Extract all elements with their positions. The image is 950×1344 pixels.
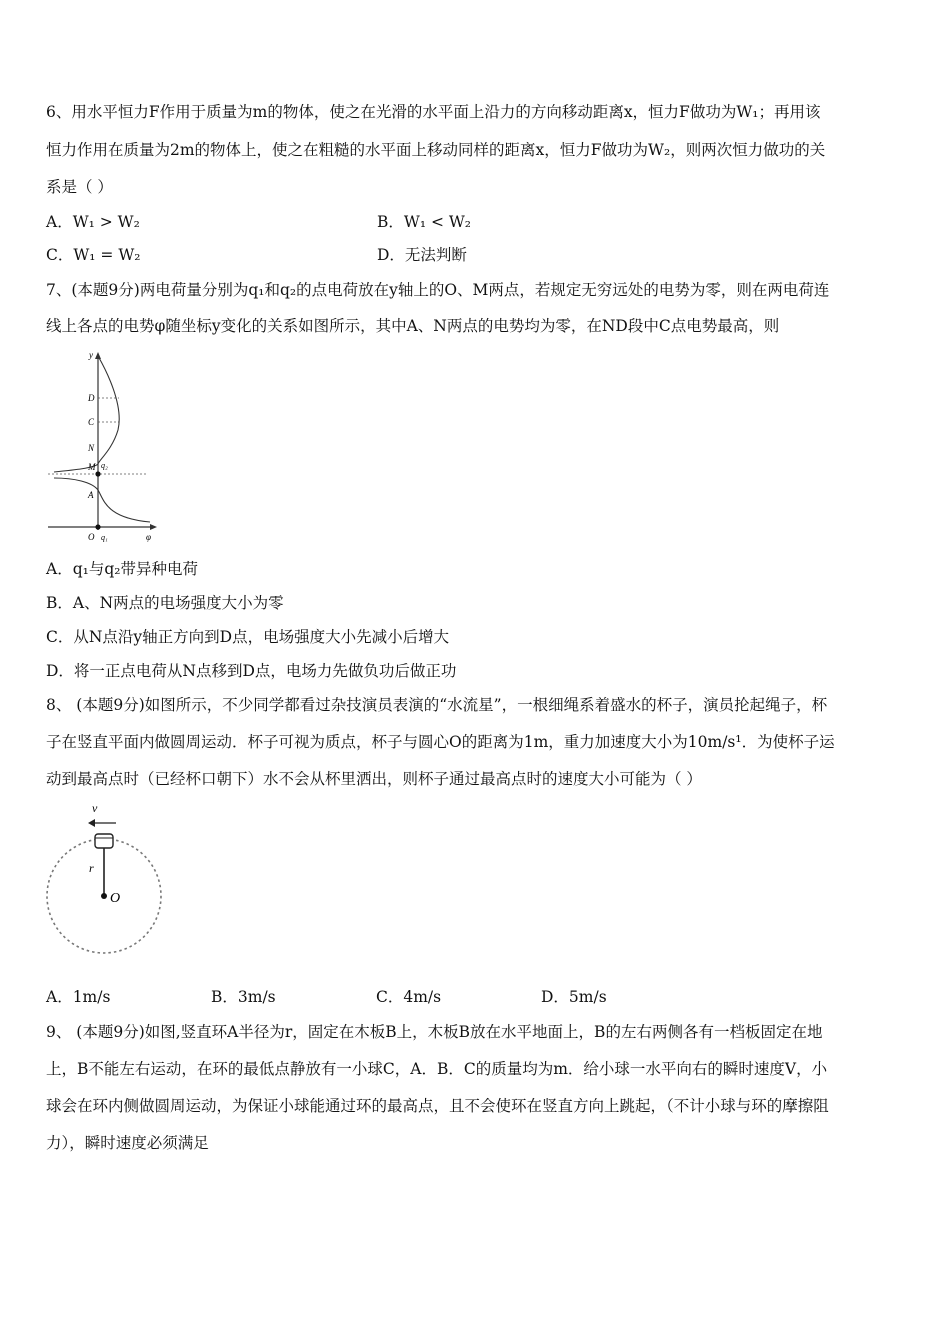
o-point [95, 524, 100, 529]
q8-option-b: B．3m/s [211, 988, 276, 1006]
q9-line-3: 球会在环内侧做圆周运动，为保证小球能通过环的最高点，且不会使环在竖直方向上跳起，（不计小球与环的摩擦阻 [46, 1097, 829, 1115]
q7-option-a: A．q₁与q₂带异种电荷 [46, 560, 198, 578]
x-axis-arrow [150, 524, 157, 530]
q8-option-c: C．4m/s [376, 988, 442, 1006]
q8-option-a: A．1m/s [46, 988, 111, 1006]
label-n: N [88, 443, 95, 453]
label-c: C [88, 417, 95, 427]
q8-line-2: 子在竖直平面内做圆周运动．杯子可视为质点，杯子与圆心O的距离为1m，重力加速度大小为10m/s¹．为使杯子运 [46, 733, 835, 751]
label-q1: q₁ [101, 533, 108, 542]
cup-icon [95, 834, 113, 848]
q8-line-1: 8、 (本题9分)如图所示，不少同学都看过杂技演员表演的“水流星”，一根细绳系着盛水的杯子，演员抡起绳子，杯 [46, 696, 828, 714]
label-q2: q₂ [101, 461, 108, 470]
q6-line-1: 6、用水平恒力F作用于质量为m的物体，使之在光滑的水平面上沿力的方向移动距离x，恒力F做功为W₁；再用该 [46, 103, 821, 121]
label-m: M [88, 462, 96, 472]
q7-option-d: D．将一正点电荷从N点移到D点，电场力先做负功后做正功 [46, 662, 457, 680]
q9-line-2: 上，B不能左右运动，在环的最低点静放有一小球C，A．B．C的质量均为m．给小球一水平向右的瞬时速度V，小 [46, 1060, 828, 1078]
label-phi: φ [146, 532, 151, 542]
velocity-arrow-head [88, 819, 95, 827]
upper-curve [54, 356, 119, 472]
q8-option-d: D．5m/s [541, 988, 607, 1006]
y-axis-arrow [95, 352, 101, 359]
q6-option-c: C．W₁ = W₂ [46, 246, 141, 264]
label-a: A [88, 490, 94, 500]
q8-line-3: 动到最高点时（已经杯口朝下）水不会从杯里洒出，则杯子通过最高点时的速度大小可能为（ ） [46, 770, 702, 788]
q6-option-d: D．无法判断 [377, 246, 467, 264]
label-v: v [92, 801, 98, 815]
q7-line-1: 7、(本题9分)两电荷量分别为q₁和q₂的点电荷放在y轴上的O、M两点，若规定无穷远处的电势为零，则在两电荷连 [46, 281, 830, 299]
q9-line-1: 9、 (本题9分)如图,竖直环A半径为r，固定在木板B上，木板B放在水平地面上，B的左右两侧各有一档板固定在地 [46, 1023, 823, 1041]
m-point [95, 471, 100, 476]
label-r: r [89, 861, 94, 875]
label-o: O [88, 532, 95, 542]
q6-option-a: A．W₁ > W₂ [46, 213, 140, 231]
label-y: y [89, 350, 93, 360]
center-point [101, 893, 107, 899]
q7-option-c: C．从N点沿y轴正方向到D点，电场强度大小先减小后增大 [46, 628, 450, 646]
q9-line-4: 力），瞬时速度必须满足 [46, 1134, 209, 1152]
q7-option-b: B．A、N两点的电场强度大小为零 [46, 594, 284, 612]
label-o: O [110, 891, 121, 906]
q6-line-2: 恒力作用在质量为2m的物体上，使之在粗糙的水平面上移动同样的距离x，恒力F做功为W₂，则两次恒力做功的关 [46, 141, 826, 159]
q7-line-2: 线上各点的电势φ随坐标y变化的关系如图所示，其中A、N两点的电势均为零，在ND段中C点电势最高，则 [46, 317, 780, 335]
lower-curve [54, 478, 150, 522]
label-d: D [88, 393, 95, 403]
q7-potential-figure [44, 350, 159, 545]
q6-line-3: 系是（ ） [46, 178, 113, 196]
q8-circle-figure [44, 798, 169, 978]
q6-option-b: B．W₁ < W₂ [377, 213, 472, 231]
